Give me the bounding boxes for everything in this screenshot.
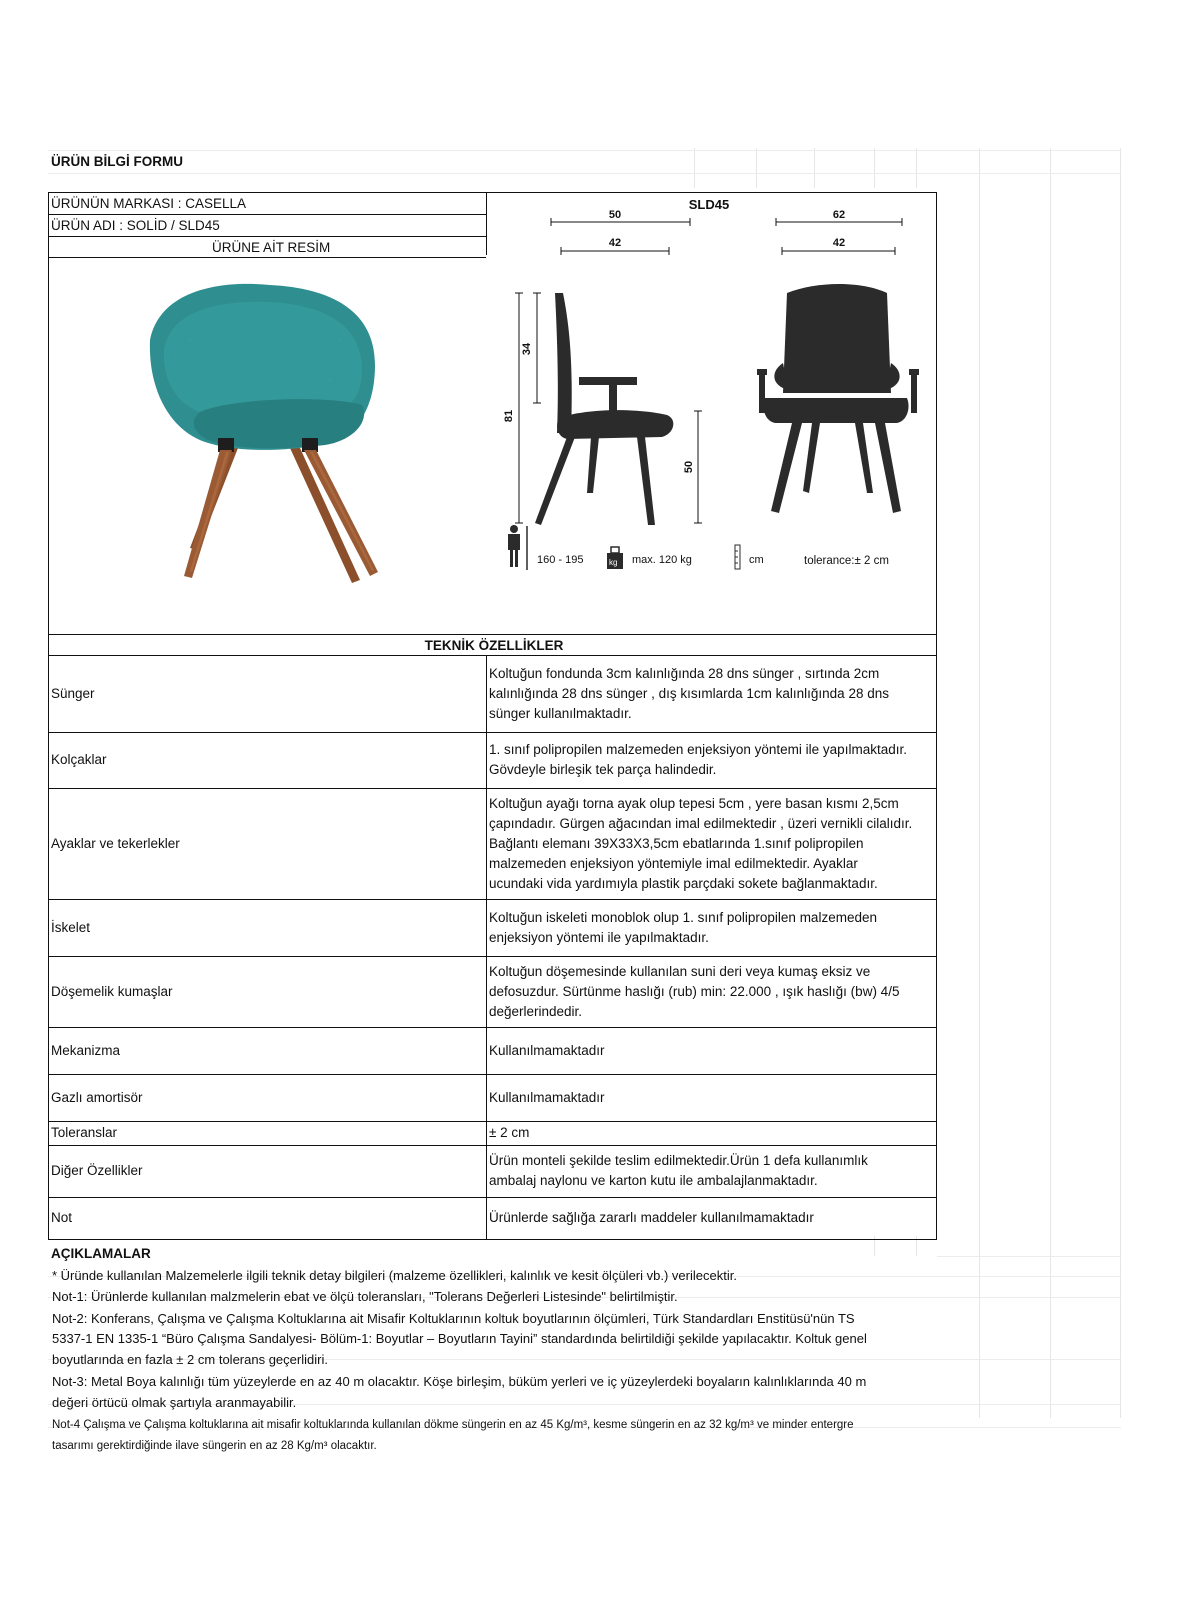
note-line: tasarımı gerektirdiğinde ilave süngerin en az 28 Kg/m³ olacaktır. [52, 1440, 377, 1452]
leg-cap-left [218, 438, 234, 452]
model-code: SLD45 [688, 197, 730, 212]
person-icon [508, 525, 527, 570]
note-line: Not-1: Ürünlerde kullanılan malzmelerin ebat ve ölçü toleransları, "Tolerans Değerleri Listesinde" belirtilmiştir. [52, 1289, 678, 1304]
spec-value-line: Bağlantı elemanı 39X33X3,5cm ebatlarında 1.sınıf polipropilen [489, 835, 864, 851]
note-line: * Üründe kullanılan Malzemelerle ilgili teknik detay bilgileri (malzeme özellikleri, kalınlık ve kesit ölçüleri vb.) verilecektir. [52, 1268, 737, 1283]
note-line: Not-2: Konferans, Çalışma ve Çalışma Koltuklarına ait Misafir Koltuklarının koltuk boyutlarının ölçümleri, Türk Standardları Enstitüsü'nün TS [52, 1311, 855, 1326]
spec-value-line: kalınlığında 28 dns sünger , dış kısımlarda 1cm kalınlığında 28 dns [489, 686, 889, 701]
spec-label: Not [51, 1210, 73, 1225]
technical-drawing [487, 193, 935, 593]
spec-label: Mekanizma [51, 1042, 121, 1058]
spec-label: Döşemelik kumaşlar [51, 983, 173, 999]
leg-cap-right [302, 438, 318, 452]
brand-label: ÜRÜNÜN MARKASI : CASELLA [51, 196, 247, 211]
spec-value-line: Koltuğun fondunda 3cm kalınlığında 28 dns sünger , sırtında 2cm [489, 666, 880, 681]
spec-value-line: Kullanılmamaktadır [489, 1089, 605, 1105]
spec-label: İskelet [51, 919, 91, 935]
spec-value-line: Koltuğun iskeleti monoblok olup 1. sınıf polipropilen malzemeden [489, 909, 877, 925]
front-width-inner: 42 [832, 237, 846, 249]
spec-value-line: ucundaki vida yardımıyla plastik parçdaki sokete bağlanmaktadır. [489, 875, 878, 891]
unit-label: cm [749, 554, 764, 566]
note-line: Not-4 Çalışma ve Çalışma koltuklarına ait misafir koltuklarında kullanılan dökme süngerin en az 45 Kg/m³, kesme süngerin en az 32 kg/m³ ve minder entergre [52, 1419, 854, 1431]
note-line: 5337-1 EN 1335-1 “Büro Çalışma Sandalyesi- Bölüm-1: Boyutlar – Boyutların Tayini” standardında belirtildiği şekilde yapılacaktır. Koltuk genel [52, 1331, 867, 1346]
spec-value-line: Gövdeyle birleşik tek parça halindedir. [489, 762, 717, 777]
side-width-inner: 42 [608, 237, 622, 249]
spec-label: Gazlı amortisör [51, 1089, 143, 1105]
spec-value-line: 1. sınıf polipropilen malzemeden enjeksiyon yöntemi ile yapılmaktadır. [489, 742, 907, 757]
image-caption: ÜRÜNE AİT RESİM [212, 240, 331, 255]
spec-label: Sünger [51, 686, 95, 701]
product-name-label: ÜRÜN ADI : SOLİD / SLD45 [51, 218, 220, 233]
total-height: 81 [503, 409, 515, 423]
form-title: ÜRÜN BİLGİ FORMU [51, 154, 183, 169]
kg-badge: kg [609, 558, 618, 567]
max-weight: max. 120 kg [632, 554, 692, 566]
side-width-outer: 50 [608, 209, 622, 221]
spec-value-line: Koltuğun döşemesinde kullanılan suni deri veya kumaş eksiz ve [489, 963, 871, 979]
seat-height: 50 [683, 460, 695, 474]
front-view-chair [757, 284, 919, 513]
front-width-outer: 62 [832, 209, 846, 221]
spec-value-line: ambalaj naylonu ve karton kutu ile ambalajlanmaktadır. [489, 1173, 818, 1188]
spec-label: Ayaklar ve tekerlekler [51, 835, 180, 851]
spec-value-line: malzemeden enjeksiyon yöntemiyle imal edilmektedir. Ayaklar [489, 855, 858, 871]
spec-label: Toleranslar [51, 1125, 118, 1140]
spec-value-line: sünger kullanılmaktadır. [489, 706, 632, 721]
note-line: boyutlarında en fazla ± 2 cm tolerans geçerlidiri. [52, 1352, 328, 1367]
spec-value-line: Ürün monteli şekilde teslim edilmektedir.Ürün 1 defa kullanımlık [489, 1153, 868, 1168]
user-height-range: 160 - 195 [537, 554, 584, 566]
tech-specs-title: TEKNİK ÖZELLİKLER [424, 638, 564, 653]
spec-value-line: Koltuğun ayağı torna ayak olup tepesi 5cm , yere basan kısmı 2,5cm [489, 795, 899, 811]
spec-value-line: defosuzdur. Sürtünme haslığı (rub) min: 22.000 , ışık haslığı (bw) 4/5 [489, 983, 900, 999]
ruler-icon [735, 545, 740, 569]
product-photo [130, 280, 410, 610]
spec-value-line: Ürünlerde sağlığa zararlı maddeler kullanılmamaktadır [489, 1210, 814, 1225]
spec-label: Diğer Özellikler [51, 1163, 143, 1178]
spec-value-line: Kullanılmamaktadır [489, 1042, 605, 1058]
spec-value-line: çapındadır. Gürgen ağacından imal edilmektedir , üzeri vernikli cilalıdır. [489, 815, 913, 831]
tolerance-label: tolerance:± 2 cm [804, 555, 889, 567]
spec-value-line: değerlerindedir. [489, 1003, 583, 1019]
note-line: Not-3: Metal Boya kalınlığı tüm yüzeylerde en az 40 m olacaktır. Köşe birleşim, büküm yerleri ve iç yüzeylerdeki boyaların kalınlıklarında 40 m [52, 1374, 867, 1389]
chair-inner-shell [164, 302, 362, 415]
spec-value-line: ± 2 cm [489, 1125, 530, 1140]
spec-value-line: enjeksiyon yöntemi ile yapılmaktadır. [489, 929, 709, 945]
spec-label: Kolçaklar [51, 752, 107, 767]
side-view-chair [535, 293, 673, 525]
note-line: değeri örtücü olmak şartıyla aranmayabilir. [52, 1395, 297, 1410]
notes-title: AÇIKLAMALAR [51, 1246, 151, 1261]
back-height: 34 [521, 342, 533, 356]
